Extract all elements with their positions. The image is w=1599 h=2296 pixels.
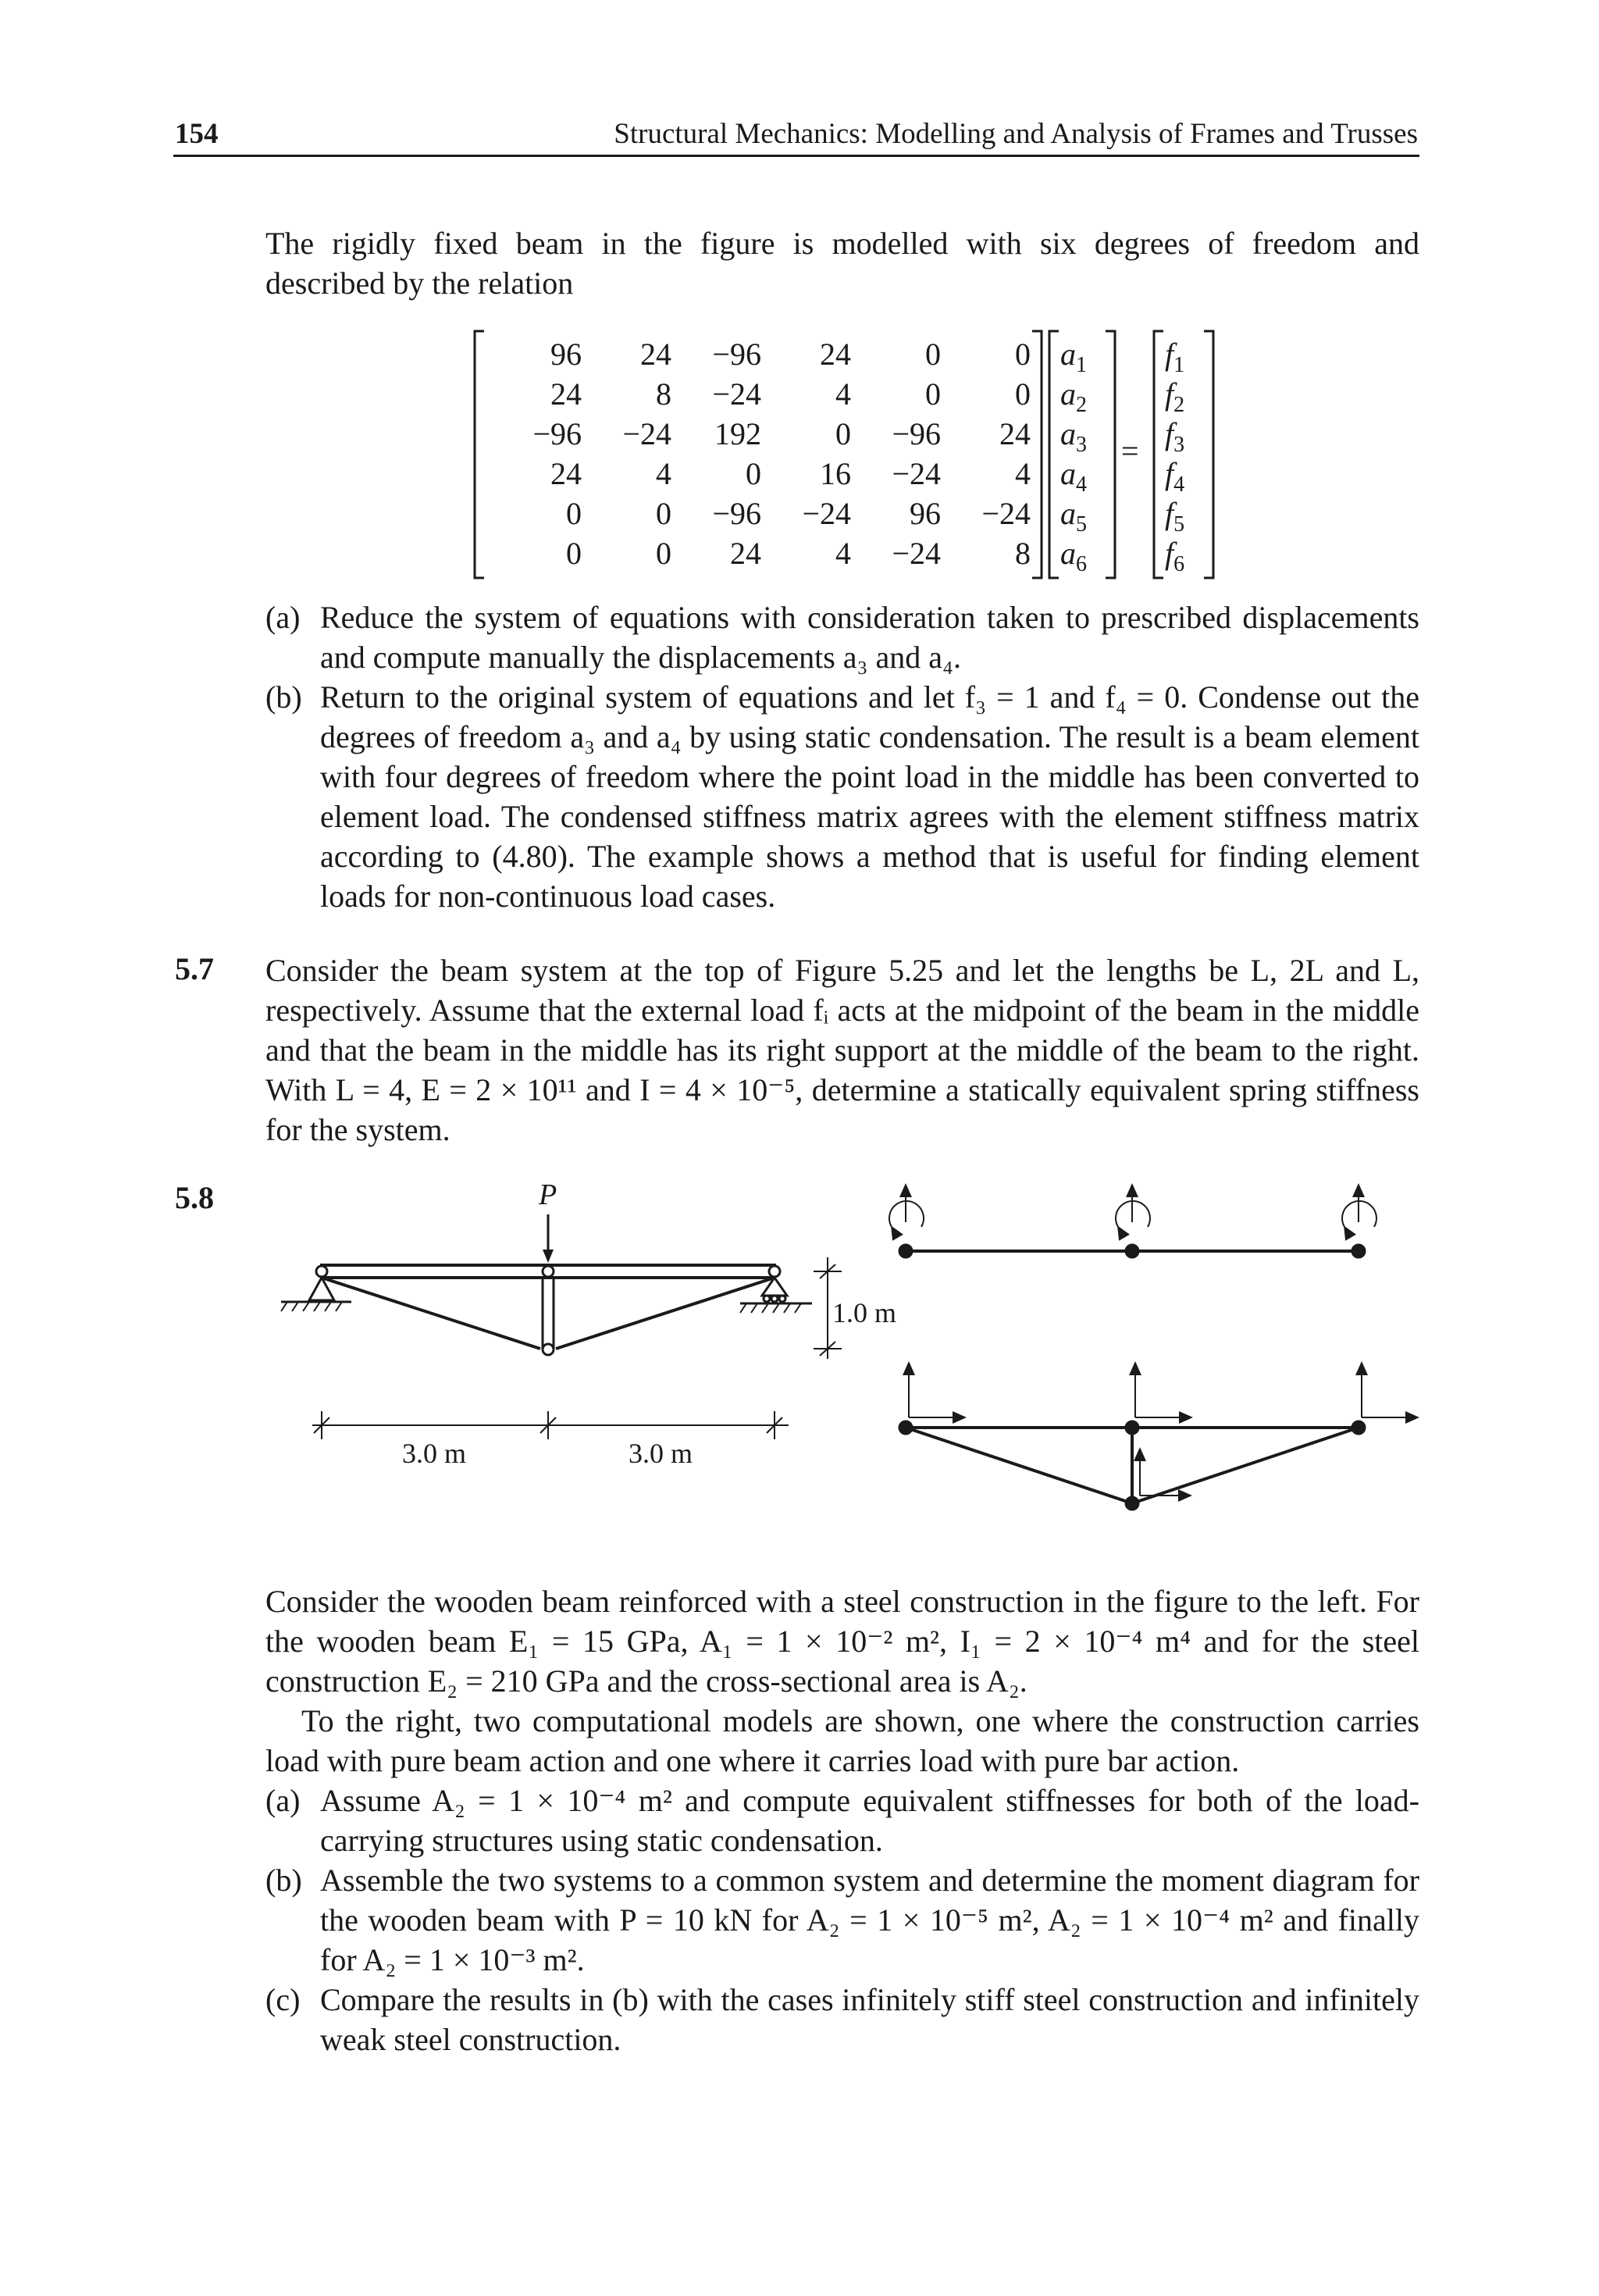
- matrix-cell: 4: [835, 376, 851, 412]
- matrix-cell: 24: [550, 456, 582, 491]
- q58-a-text: Assume A₂ = 1 × 10⁻⁴ m² and compute equivalent stiffnesses for both of the load-carrying structures using static condensation.: [320, 1783, 1419, 1858]
- displacement-entry: $a_1$: [1060, 337, 1087, 377]
- matrix-row: [492, 494, 1031, 533]
- matrix-cell: 8: [656, 376, 671, 412]
- matrix-cell: 4: [656, 456, 671, 491]
- q58-c-text: Compare the results in (b) with the cases infinitely stiff steel construction and infinitely weak steel construction.: [320, 1982, 1419, 2057]
- stiffness-matrix: [492, 334, 1031, 573]
- matrix-cell: 0: [656, 536, 671, 571]
- force-entry: $f_3$: [1165, 416, 1185, 457]
- matrix-cell: 0: [835, 416, 851, 451]
- matrix-cell: 0: [566, 496, 582, 531]
- matrix-cell: 16: [820, 456, 851, 491]
- equals-sign: =: [1121, 433, 1139, 469]
- matrix-cell: −24: [622, 416, 671, 451]
- matrix-row: [492, 533, 1031, 573]
- q56-a-text: Reduce the system of equations with consideration taken to prescribed displacements and compute manually the displacements a₃ and a₄.: [320, 600, 1419, 675]
- matrix-cell: −96: [712, 496, 761, 531]
- matrix-cell: 0: [925, 337, 941, 372]
- q58-number: 5.8: [175, 1180, 214, 1215]
- matrix-cell: −24: [981, 496, 1031, 531]
- matrix-cell: −24: [802, 496, 851, 531]
- q58-part-a: [265, 1781, 1419, 1860]
- displacement-entry: $a_6$: [1060, 536, 1087, 576]
- q56-part-a: [265, 597, 1419, 677]
- matrix-cell: 24: [999, 416, 1031, 451]
- height-label: 1.0 m: [832, 1297, 897, 1328]
- displacement-entry: $a_2$: [1060, 376, 1087, 417]
- force-entry: $f_5$: [1165, 496, 1185, 537]
- right-strut: [556, 1278, 775, 1349]
- intro-line-2: described by the relation: [265, 266, 574, 301]
- matrix-cell: 8: [1015, 536, 1031, 571]
- q56-a-label: (a): [265, 600, 301, 635]
- matrix-cell: −96: [712, 337, 761, 372]
- matrix-cell: 0: [746, 456, 761, 491]
- displacement-entry: $a_5$: [1060, 496, 1087, 537]
- force-vector: [1165, 334, 1212, 576]
- matrix-cell: 24: [820, 337, 851, 372]
- q57-number: 5.7: [175, 951, 214, 986]
- running-title: Structural Mechanics: Modelling and Analysis of Frames and Trusses: [614, 118, 1418, 150]
- q56-parts: [265, 597, 1419, 916]
- matrix-cell: 4: [835, 536, 851, 571]
- post: [543, 1278, 554, 1349]
- matrix-cell: 24: [730, 536, 761, 571]
- load-label: P: [539, 1178, 557, 1211]
- q56-b-text: Return to the original system of equations and let f₃ = 1 and f₄ = 0. Condense out the degrees of freedom a₃ and a₄ by using static condensation. The result is a beam element with four degrees of freedom where the point load in the middle has been converted to element load. The condensed stiffness matrix agrees with the element stiffness matrix according to (4.80). The example shows a method that is useful for finding element loads for non-continuous load cases.: [320, 679, 1419, 914]
- matrix-row: [492, 454, 1031, 494]
- truss-figure: [265, 1168, 890, 1480]
- q56-part-b: [265, 677, 1419, 916]
- matrix-equation: [468, 328, 1218, 582]
- q56-b-label: (b): [265, 679, 302, 715]
- displacement-vector: [1060, 334, 1107, 576]
- matrix-cell: 96: [550, 337, 582, 372]
- q57-text: Consider the beam system at the top of Figure 5.25 and let the lengths be L, 2L and L, respectively. Assume that the external load fᵢ acts at the midpoint of the beam in the middle and that the beam in the middle has its right support at the middle of the beam to the right. With L = 4, E = 2 × 10¹¹ and I = 4 × 10⁻⁵, determine a statically equivalent spring stiffness for the system.: [265, 953, 1419, 1147]
- matrix-cell: 4: [1015, 456, 1031, 491]
- matrix-cell: −96: [532, 416, 582, 451]
- q58-part-b: [265, 1860, 1419, 1980]
- matrix-cell: −24: [712, 376, 761, 412]
- matrix-row: [492, 334, 1031, 374]
- matrix-cell: −96: [892, 416, 941, 451]
- force-entry: $f_4$: [1165, 456, 1185, 497]
- matrix-cell: 0: [1015, 337, 1031, 372]
- q58-c-label: (c): [265, 1982, 301, 2017]
- force-entry: $f_6$: [1165, 536, 1185, 576]
- q58-b-label: (b): [265, 1863, 302, 1898]
- header-rule: [173, 155, 1419, 157]
- intro-line-1: The rigidly fixed beam in the figure is modelled with six degrees of freedom and: [265, 226, 1419, 261]
- q58-paragraph-1: Consider the wooden beam reinforced with a steel construction in the figure to the left. For the wooden beam E₁ = 15 GPa, A₁ = 1 × 10⁻² m², I₁ = 2 × 10⁻⁴ m⁴ and for the steel construction E₂ = 210 GPa and the cross-sectional area is A₂.: [265, 1584, 1419, 1699]
- matrix-cell: −24: [892, 456, 941, 491]
- displacement-entry: $a_3$: [1060, 416, 1087, 457]
- matrix-cell: 0: [656, 496, 671, 531]
- matrix-cell: 192: [714, 416, 761, 451]
- q58-b-text: Assemble the two systems to a common system and determine the moment diagram for the wooden beam with P = 10 kN for A₂ = 1 × 10⁻⁵ m², A₂ = 1 × 10⁻⁴ m² and finally for A₂ = 1 × 10⁻³ m².: [320, 1863, 1419, 1977]
- span-left-label: 3.0 m: [402, 1438, 467, 1469]
- span-dimension: [312, 1411, 789, 1439]
- q58-part-c: [265, 1980, 1419, 2059]
- matrix-cell: 0: [925, 376, 941, 412]
- matrix-cell: 0: [1015, 376, 1031, 412]
- intro-text: [265, 223, 1419, 303]
- q58-text: [265, 1581, 1419, 2059]
- matrix-cell: 24: [550, 376, 582, 412]
- matrix-cell: 0: [566, 536, 582, 571]
- span-right-label: 3.0 m: [629, 1438, 693, 1469]
- matrix-cell: 24: [640, 337, 671, 372]
- q58-a-label: (a): [265, 1783, 301, 1818]
- matrix-row: [492, 414, 1031, 454]
- matrix-row: [492, 374, 1031, 414]
- displacement-entry: $a_4$: [1060, 456, 1087, 497]
- force-entry: $f_2$: [1165, 376, 1185, 417]
- force-entry: $f_1$: [1165, 337, 1185, 377]
- left-strut: [322, 1278, 540, 1349]
- page-number: 154: [175, 118, 219, 150]
- computational-models: [874, 1168, 1421, 1519]
- q58-paragraph-2: To the right, two computational models are shown, one where the construction carries load with pure beam action and one where it carries load with pure bar action.: [265, 1703, 1419, 1778]
- matrix-cell: 96: [910, 496, 941, 531]
- matrix-cell: −24: [892, 536, 941, 571]
